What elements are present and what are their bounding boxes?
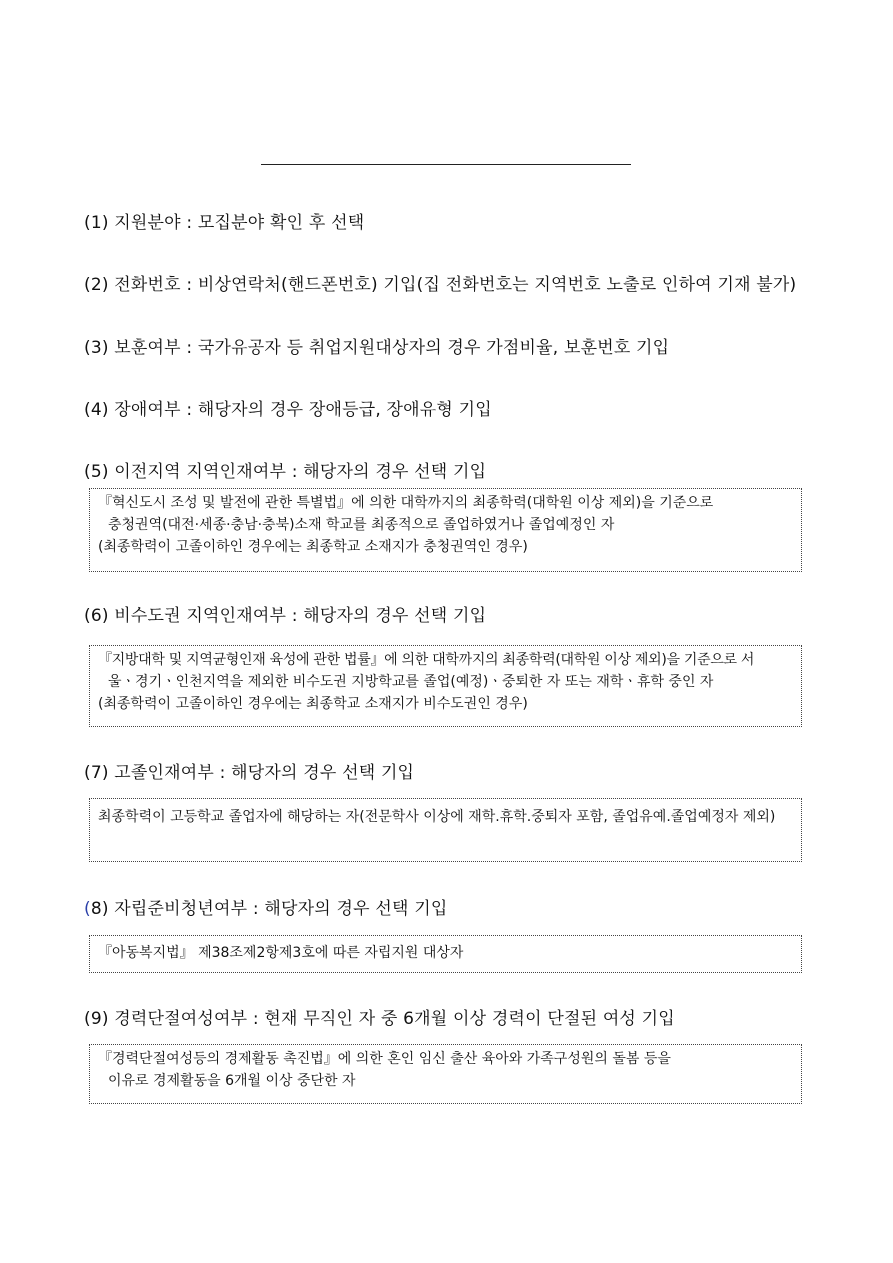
item-8-heading xyxy=(84,898,447,920)
item-5-note-line: 충청권역(대전·세종·충남·충북)소재 학교를 최종적으로 졸업하였거나 졸업예정인 자 xyxy=(108,517,615,533)
item-6-note-line: (최종학력이 고졸이하인 경우에는 최종학교 소재지가 비수도권인 경우) xyxy=(98,696,528,712)
item-1-heading: (1) 지원분야 : 모집분야 확인 후 선택 xyxy=(84,213,365,233)
item-6-note-line: 울ㆍ경기ㆍ인천지역을 제외한 비수도권 지방학교를 졸업(예정)ㆍ중퇴한 자 또는 재학ㆍ휴학 중인 자 xyxy=(108,674,714,690)
item-6-note-box xyxy=(89,645,802,727)
item-9-heading: (9) 경력단절여성여부 : 현재 무직인 자 중 6개월 이상 경력이 단절된 여성 기입 xyxy=(84,1009,675,1029)
item-8-note-line: 『아동복지법』 제38조제2항제3호에 따른 자립지원 대상자 xyxy=(98,945,464,961)
item-5-note-line: 『혁신도시 조성 및 발전에 관한 특별법』에 의한 대학까지의 최종학력(대학원 이상 제외)을 기준으로 xyxy=(98,495,714,511)
item-9-note-box xyxy=(89,1044,802,1104)
item-9-note-line: 『경력단절여성등의 경제활동 촉진법』에 의한 혼인 임신 출산 육아와 가족구성원의 돌봄 등을 xyxy=(98,1051,671,1067)
item-7-note-box xyxy=(89,798,802,862)
item-2-heading: (2) 전화번호 : 비상연락처(핸드폰번호) 기입(집 전화번호는 지역번호 노출로 인하여 기재 불가) xyxy=(84,275,797,295)
item-5-note-line: (최종학력이 고졸이하인 경우에는 최종학교 소재지가 충청권역인 경우) xyxy=(98,539,528,555)
item-8-marker: ( xyxy=(84,899,91,919)
item-5-note-box xyxy=(89,488,802,572)
item-3-heading: (3) 보훈여부 : 국가유공자 등 취업지원대상자의 경우 가점비율, 보훈번호 기입 xyxy=(84,338,670,358)
item-7-heading: (7) 고졸인재여부 : 해당자의 경우 선택 기입 xyxy=(84,763,415,783)
top-rule xyxy=(261,164,631,165)
item-8-heading-text: 8) 자립준비청년여부 : 해당자의 경우 선택 기입 xyxy=(90,899,448,919)
item-7-note-text: 최종학력이 고등학교 졸업자에 해당하는 자(전문학사 이상에 재학.휴학.중퇴자 포함, 졸업유예.졸업예정자 제외) xyxy=(98,809,776,825)
item-9-note-line: 이유로 경제활동을 6개월 이상 중단한 자 xyxy=(108,1073,356,1089)
item-8-note-box xyxy=(89,935,802,973)
item-6-heading: (6) 비수도권 지역인재여부 : 해당자의 경우 선택 기입 xyxy=(84,606,487,626)
item-6-note-line: 『지방대학 및 지역균형인재 육성에 관한 법률』에 의한 대학까지의 최종학력(대학원 이상 제외)을 기준으로 서 xyxy=(98,652,755,668)
item-4-heading: (4) 장애여부 : 해당자의 경우 장애등급, 장애유형 기입 xyxy=(84,400,492,420)
item-5-heading: (5) 이전지역 지역인재여부 : 해당자의 경우 선택 기입 xyxy=(84,462,487,482)
